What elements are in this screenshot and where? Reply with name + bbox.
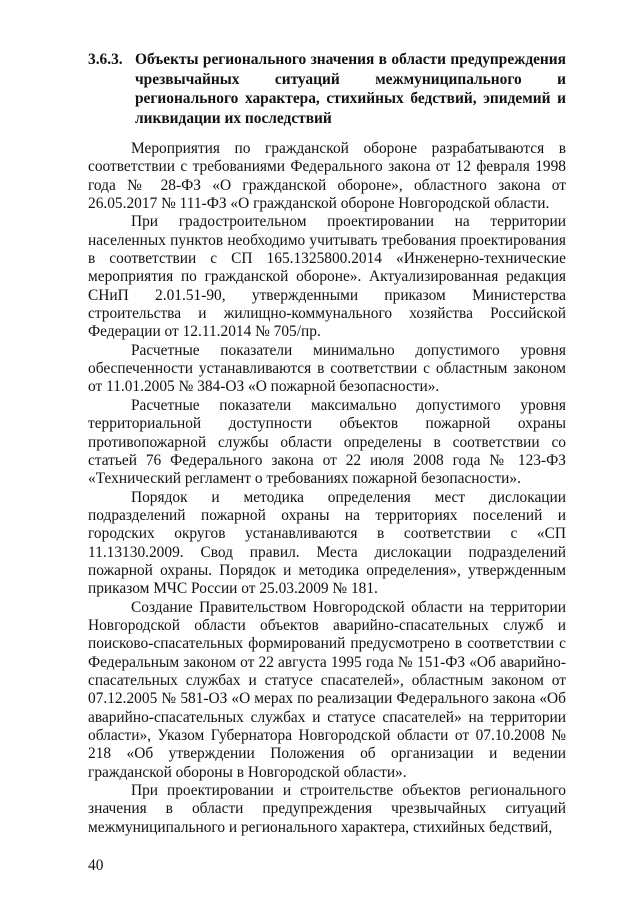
paragraph-min-provision: Расчетные показатели минимально допустимого уровня обеспеченности устанавливаются в соответствии с областным законом от 11.01.2005 № 384-ОЗ «О пожарной безопасности». (88, 341, 566, 396)
paragraph-urban-planning: При градостроительном проектировании на территории населенных пунктов необходимо учитывать требования проектирования в соответствии с СП 165.1325800.2014 «Инженерно-технические мероприятия по гражданской обороне». Актуализированная редакция СНиП 2.01.51-90, утвержденными приказом Министерства строительства и жилищно-коммунального хозяйства Российской Федерации от 12.11.2014 № 705/пр. (88, 213, 566, 341)
page-number: 40 (88, 857, 104, 874)
paragraph-civil-defense: Мероприятия по гражданской обороне разрабатываются в соответствии с требованиями Федерального закона от 12 февраля 1998 года № 28-ФЗ «О гражданской обороне», областного закона от 26.05.2017 № 111-ФЗ «О гражданской обороне Новгородской области. (88, 140, 566, 213)
paragraph-fire-station-placement: Порядок и методика определения мест дислокации подразделений пожарной охраны на территориях поселений и городских округов устанавливаются в соответствии с «СП 11.13130.2009. Свод правил. Места дислокации подразделений пожарной охраны. Порядок и методика определения», утвержденным приказом МЧС России от 25.03.2009 № 181. (88, 488, 566, 598)
document-body (88, 140, 566, 837)
paragraph-regional-objects: При проектировании и строительстве объектов регионального значения в области предупреждения чрезвычайных ситуаций межмуниципального и регионального характера, стихийных бедствий, (88, 782, 566, 836)
paragraph-rescue-services: Создание Правительством Новгородской области на территории Новгородской области объектов аварийно-спасательных служб и поисково-спасательных формирований предусмотрено в соответствии с Федеральным законом от 22 августа 1995 года № 151-ФЗ «Об аварийно-спасательных службах и статусе спасателей», областным законом от 07.12.2005 № 581-ОЗ «О мерах по реализации Федерального закона «Об аварийно-спасательных службах и статусе спасателей» на территории области», Указом Губернатора Новгородской области от 07.10.2008 № 218 «Об утверждении Положения об организации и ведении гражданской обороны в Новгородской области». (88, 598, 566, 781)
section-heading (88, 50, 566, 128)
paragraph-max-accessibility: Расчетные показатели максимально допустимого уровня территориальной доступности объектов пожарной охраны противопожарной службы области определены в соответствии со статьей 76 Федерального закона от 22 июля 2008 года № 123-ФЗ «Технический регламент о требованиях пожарной безопасности». (88, 396, 566, 488)
section-title: Объекты регионального значения в области предупреждения чрезвычайных ситуаций межмуниципального и регионального характера, стихийных бедствий, эпидемий и ликвидации их последствий (135, 51, 566, 127)
section-number: 3.6.3. (88, 51, 123, 68)
